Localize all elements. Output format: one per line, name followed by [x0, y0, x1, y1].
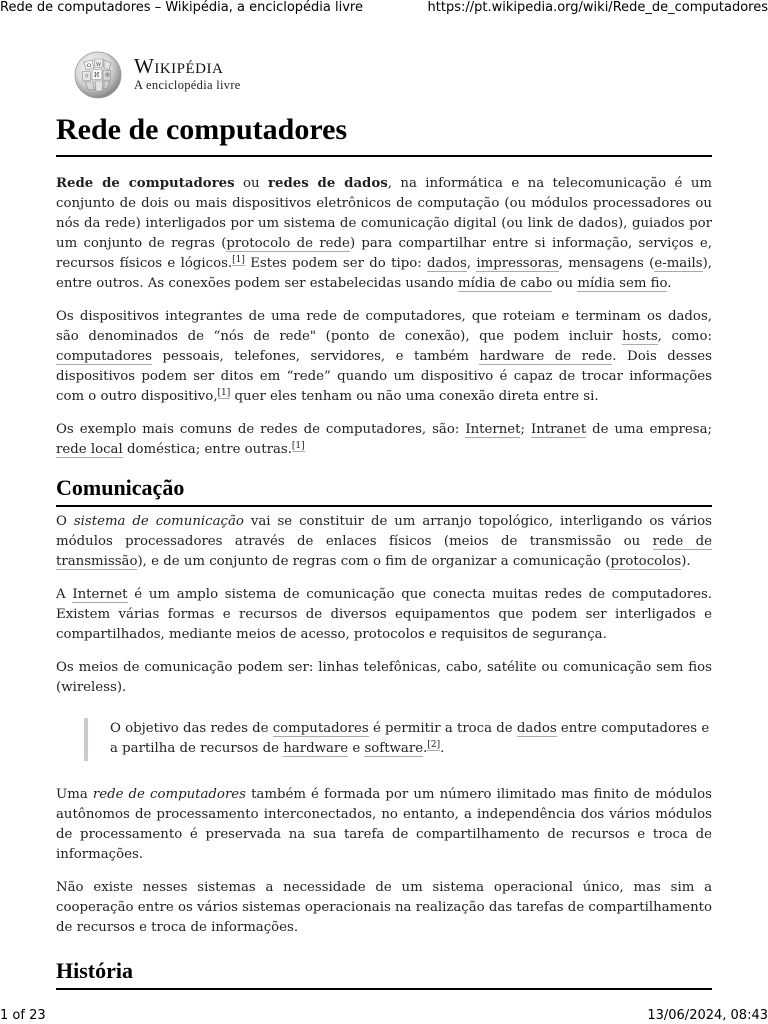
link-hosts[interactable]: hosts: [622, 329, 658, 344]
text: O: [56, 514, 74, 529]
section-heading-historia: História: [56, 956, 712, 990]
page-counter: 1 of 23: [0, 1008, 46, 1023]
link-hardware[interactable]: hardware: [283, 741, 349, 756]
wikipedia-wordmark: Wikipédia: [134, 54, 224, 78]
text: .: [423, 741, 428, 756]
wikipedia-logo[interactable]: [72, 50, 262, 100]
text: vai se constituir de um arranjo topológico, interligando os vários módulos processadores através de enlaces físicos (meios de transmissão ou: [56, 514, 712, 549]
page-title: Rede de computadores: [56, 108, 712, 157]
text: doméstica; entre outras.: [122, 442, 292, 457]
comunicacao-paragraph-1: [56, 512, 712, 572]
print-header-url[interactable]: https://pt.wikipedia.org/wiki/Rede_de_computadores: [427, 0, 768, 15]
link-midia-de-cabo[interactable]: mídia de cabo: [458, 276, 553, 291]
text: O objetivo das redes de: [110, 721, 273, 736]
svg-text:И: И: [94, 72, 100, 79]
text: Estes podem ser do tipo:: [244, 256, 428, 271]
link-protocolos[interactable]: protocolos: [610, 554, 682, 569]
text: pessoais, telefones, servidores, e também: [151, 349, 480, 364]
link-internet[interactable]: Internet: [465, 422, 521, 437]
text: , como:: [657, 329, 713, 344]
text: e: [348, 741, 365, 756]
link-software[interactable]: software: [364, 741, 424, 756]
text: , na informática e na telecomunicação é um conjunto de dois ou mais dispositivos eletrônicos de computação (ou módulos processadores ou nós da rede) interligados por um sistema de comunicação digital (ou link de dados), guiados por um conjunto de regras (: [56, 176, 712, 251]
text: ), entre outros. As conexões podem ser estabelecidas usando: [56, 256, 712, 291]
link-dados[interactable]: dados: [427, 256, 467, 271]
link-e-mails[interactable]: e-mails: [654, 256, 703, 271]
reference-1[interactable]: [1]: [232, 254, 245, 265]
intro-paragraph-1: [56, 174, 712, 294]
comunicacao-paragraph-3: [56, 658, 712, 698]
text: ;: [520, 422, 531, 437]
svg-text:Ω: Ω: [87, 63, 92, 69]
text: ), e de um conjunto de regras com o fim de organizar a comunicação (: [137, 554, 611, 569]
text: Os exemplo mais comuns de redes de computadores, são:: [56, 422, 466, 437]
text: ou: [234, 176, 269, 191]
reference-1[interactable]: [1]: [291, 440, 305, 451]
svg-text:W: W: [96, 62, 102, 68]
text: ou: [552, 276, 578, 291]
text: ) para compartilhar entre si informação, serviços e, recursos físicos e lógicos.: [56, 236, 713, 271]
article-content: [56, 108, 712, 995]
text: é um amplo sistema de comunicação que conecta muitas redes de computadores. Existem várias formas e recursos de diversos equipamentos que podem ser interligados e compartilhados, mediante meios de acesso, protocolos e requisitos de segurança.: [56, 587, 712, 642]
text: ).: [681, 554, 691, 569]
svg-text:ウ: ウ: [84, 74, 90, 80]
link-computadores[interactable]: computadores: [56, 349, 152, 364]
link-midia-sem-fio[interactable]: mídia sem fio: [577, 276, 668, 291]
text: , mensagens (: [558, 256, 655, 271]
print-header: [0, 0, 768, 20]
text: .: [667, 276, 672, 291]
blockquote: [84, 718, 712, 761]
link-computadores[interactable]: computadores: [272, 721, 369, 736]
text: é permitir a troca de: [368, 721, 517, 736]
text: Uma: [56, 787, 93, 802]
link-rede-de-transmissao[interactable]: rede de transmissão: [56, 534, 712, 569]
wikipedia-tagline: A enciclopédia livre: [134, 78, 241, 92]
reference-1[interactable]: [1]: [217, 387, 231, 398]
link-dados[interactable]: dados: [516, 721, 557, 736]
print-header-title: Rede de computadores – Wikipédia, a enciclopédia livre: [0, 0, 363, 15]
text: também é formada por um número ilimitado mas finito de módulos autônomos de processamento interconectados, no entanto, a independência dos vários módulos de processamento é preservada na sua tarefa de compartilhamento de recursos e troca de informações.: [56, 787, 712, 862]
bold-term: Rede de computadores: [56, 176, 235, 191]
text: ,: [466, 256, 477, 271]
reference-2[interactable]: [2]: [427, 739, 441, 750]
intro-paragraph-2: [56, 307, 712, 407]
link-impressoras[interactable]: impressoras: [476, 256, 559, 271]
italic-term: rede de computadores: [92, 787, 246, 802]
italic-term: sistema de comunicação: [73, 514, 244, 529]
text: . Dois desses dispositivos podem ser ditos em “rede” quando um dispositivo é capaz de trocar informações com o outro dispositivo,: [56, 349, 713, 404]
text: Não existe nesses sistemas a necessidade de um sistema operacional único, mas sim a cooperação entre os vários sistemas operacionais na realização das tarefas de compartilhamento de recursos e troca de informações.: [56, 880, 712, 935]
text: Os meios de comunicação podem ser: linhas telefônicas, cabo, satélite ou comunicação sem fios (wireless).: [56, 660, 712, 695]
print-footer: [0, 1008, 768, 1024]
text: entre computadores e a partilha de recursos de: [110, 721, 710, 756]
link-rede-local[interactable]: rede local: [56, 442, 123, 457]
svg-text:维: 维: [105, 73, 111, 79]
quote-text: [110, 719, 712, 759]
section-heading-comunicacao: Comunicação: [56, 473, 712, 507]
link-protocolo-de-rede[interactable]: protocolo de rede: [226, 236, 350, 251]
intro-paragraph-3: [56, 420, 712, 460]
text: Os dispositivos integrantes de uma rede de computadores, que roteiam e terminam os dados, são denominados de “nós de rede" (ponto de conexão), que podem incluir: [56, 309, 712, 344]
text: A: [56, 587, 73, 602]
link-intranet[interactable]: Intranet: [530, 422, 587, 437]
comunicacao-paragraph-2: [56, 585, 712, 645]
wikipedia-globe-icon: [72, 50, 124, 100]
comunicacao-paragraph-5: [56, 878, 712, 938]
link-hardware-de-rede[interactable]: hardware de rede: [479, 349, 613, 364]
bold-term: redes de dados: [268, 176, 388, 191]
comunicacao-paragraph-4: [56, 785, 712, 865]
link-internet[interactable]: Internet: [72, 587, 128, 602]
print-datetime: 13/06/2024, 08:43: [647, 1008, 768, 1023]
text: de uma empresa;: [586, 422, 713, 437]
text: quer eles tenham ou não uma conexão direta entre si.: [230, 389, 599, 404]
text: .: [440, 741, 445, 756]
